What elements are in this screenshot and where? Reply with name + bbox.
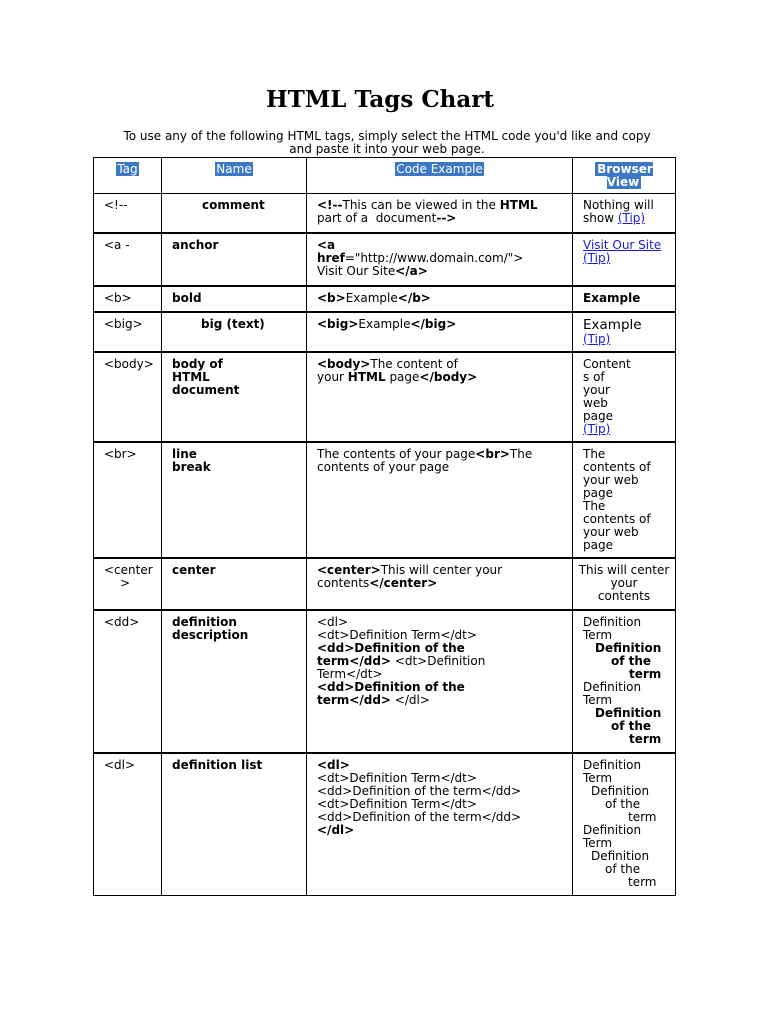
cell-code: The contents of your page<br>The contents of your page <box>307 442 573 558</box>
header-tag: Tag <box>94 158 162 194</box>
cell-name: line break <box>162 442 307 558</box>
cell-tag: <dl> <box>94 753 162 896</box>
header-view: Browser View <box>573 158 676 194</box>
cell-tag: <a - <box>94 233 162 286</box>
cell-tag: <body> <box>94 352 162 442</box>
page-title: HTML Tags Chart <box>265 86 494 113</box>
tip-link[interactable]: (Tip) <box>583 421 611 436</box>
table-row <box>94 610 676 753</box>
cell-view: This will center your contents <box>573 558 676 610</box>
cell-code: <center>This will center your contents</center> <box>307 558 573 610</box>
cell-view: Definition Term Definition of the term Definition Term Definition of the term <box>573 753 676 896</box>
cell-view: Definition Term Definition of the term Definition Term Definition of the term <box>573 610 676 753</box>
tip-link[interactable]: (Tip) <box>617 211 646 225</box>
cell-code: <b>Example</b> <box>307 286 573 312</box>
cell-view: Nothing will show (Tip) <box>573 194 676 233</box>
cell-view: Example (Tip) <box>573 312 676 352</box>
code-fragment: document <box>375 211 437 225</box>
tags-table <box>93 157 676 896</box>
cell-tag: <!-- <box>94 194 162 233</box>
cell-view: Example <box>573 286 676 312</box>
table-row <box>94 558 676 610</box>
visit-site-link[interactable]: Visit Our Site <box>583 237 662 252</box>
cell-name: big (text) <box>162 312 307 352</box>
cell-tag: <dd> <box>94 610 162 753</box>
table-row <box>94 286 676 312</box>
cell-view: The contents of your web page The contents of your web page <box>573 442 676 558</box>
cell-tag: <br> <box>94 442 162 558</box>
cell-view: Content s of your web page (Tip) <box>573 352 676 442</box>
table-row <box>94 352 676 442</box>
table-row <box>94 233 676 286</box>
cell-code: <dl> <dt>Definition Term</dt> <dd>Definition of the term</dd> <dt>Definition Term</dt> <dd>Definition of the term</dd> </dl> <box>307 610 573 753</box>
tip-link[interactable]: (Tip) <box>583 331 611 346</box>
cell-tag: <center > <box>94 558 162 610</box>
cell-name: bold <box>162 286 307 312</box>
header-name: Name <box>162 158 307 194</box>
table-row <box>94 753 676 896</box>
cell-view <box>573 233 676 286</box>
cell-code: <!--This can be viewed in the HTML part of a document--> <box>307 194 573 233</box>
cell-name: body of HTML document <box>162 352 307 442</box>
cell-name: comment <box>162 194 307 233</box>
header-code: Code Example <box>307 158 573 194</box>
cell-name: definition list <box>162 753 307 896</box>
table-row <box>94 312 676 352</box>
table-row <box>94 194 676 233</box>
cell-name: anchor <box>162 233 307 286</box>
cell-code: <dl> <dt>Definition Term</dt> <dd>Definition of the term</dd> <dt>Definition Term</dt> <dd>Definition of the term</dd> </dl> <box>307 753 573 896</box>
cell-code: <big>Example</big> <box>307 312 573 352</box>
cell-name: definition description <box>162 610 307 753</box>
intro-text: To use any of the following HTML tags, simply select the HTML code you'd like and copy and paste it into your web page. <box>123 129 651 156</box>
cell-code: <a href="http://www.domain.com/"> Visit Our Site</a> <box>307 233 573 286</box>
cell-code: <body>The content of your HTML page</body> <box>307 352 573 442</box>
table-row <box>94 442 676 558</box>
tip-link[interactable]: (Tip) <box>583 250 611 265</box>
cell-name: center <box>162 558 307 610</box>
cell-tag: <big> <box>94 312 162 352</box>
cell-tag: <b> <box>94 286 162 312</box>
table-header-row <box>94 158 676 194</box>
